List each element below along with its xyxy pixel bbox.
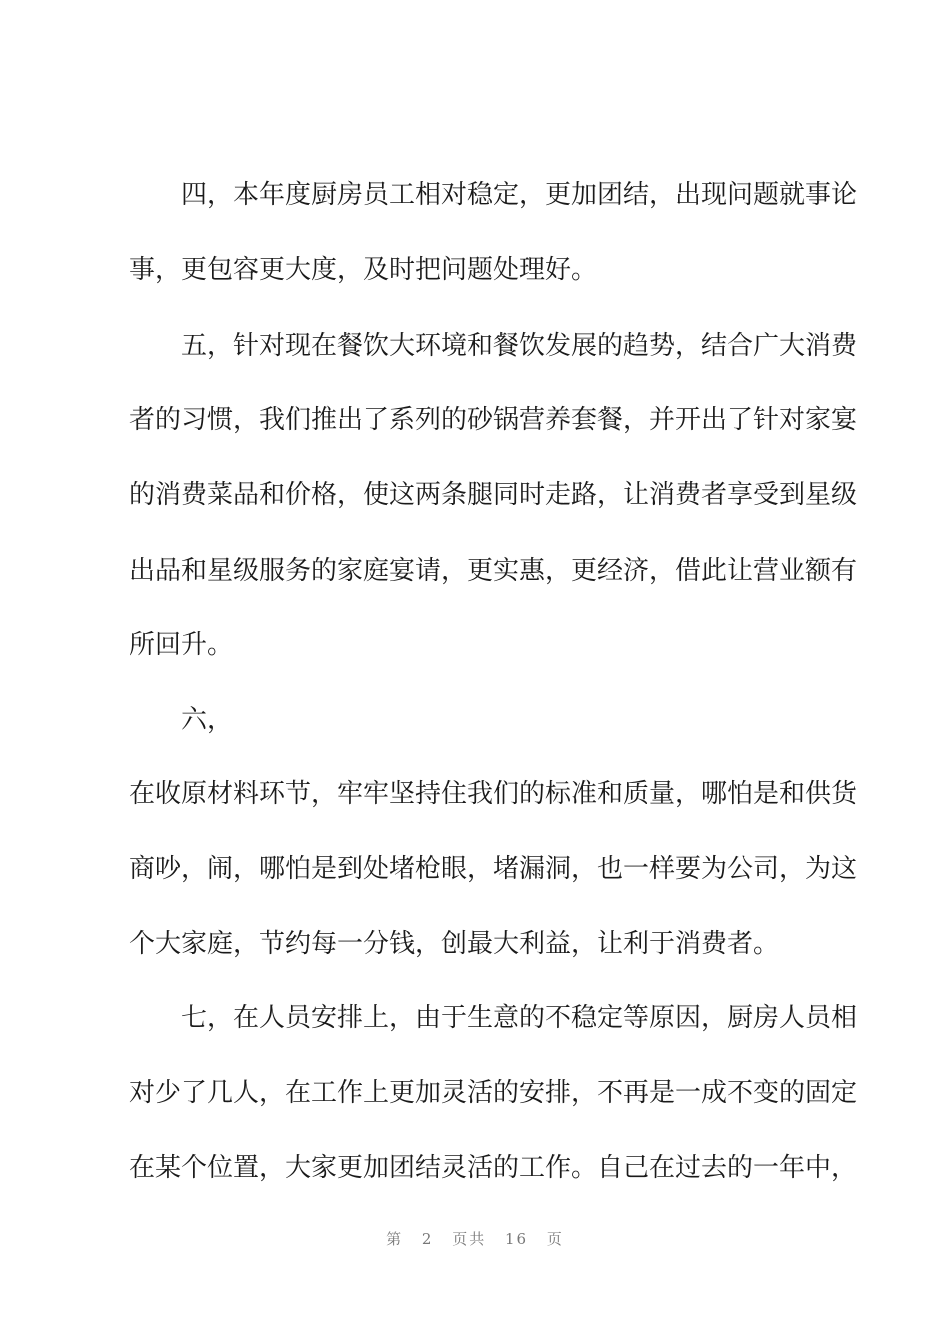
footer-prefix: 第 bbox=[386, 1230, 404, 1248]
paragraph-5-line-3: 的消费菜品和价格，使这两条腿同时走路，让消费者享受到星级 bbox=[129, 480, 858, 510]
paragraph-7-line-2: 对少了几人，在工作上更加灵活的安排，不再是一成不变的固定 bbox=[129, 1078, 858, 1108]
paragraph-6-line-1: 在收原材料环节，牢牢坚持住我们的标准和质量，哪怕是和供货 bbox=[129, 779, 858, 809]
page-footer bbox=[0, 1227, 950, 1251]
paragraph-5-line-4: 出品和星级服务的家庭宴请，更实惠，更经济，借此让营业额有 bbox=[129, 556, 858, 586]
paragraph-4-line-1: 四，本年度厨房员工相对稳定，更加团结，出现问题就事论 bbox=[181, 180, 858, 210]
paragraph-6-line-2: 商吵，闹，哪怕是到处堵枪眼，堵漏洞，也一样要为公司，为这 bbox=[129, 854, 858, 884]
paragraph-7-line-1: 七，在人员安排上，由于生意的不稳定等原因，厨房人员相 bbox=[181, 1003, 858, 1033]
footer-total-pages: 16 bbox=[505, 1230, 529, 1248]
paragraph-6-heading: 六， bbox=[181, 705, 234, 735]
footer-suffix: 页 bbox=[546, 1230, 564, 1248]
paragraph-7-line-3: 在某个位置，大家更加团结灵活的工作。自己在过去的一年中， bbox=[129, 1153, 858, 1183]
paragraph-5-line-5: 所回升。 bbox=[129, 630, 234, 660]
paragraph-4-line-2: 事，更包容更大度，及时把问题处理好。 bbox=[129, 255, 598, 285]
paragraph-5-line-1: 五，针对现在餐饮大环境和餐饮发展的趋势，结合广大消费 bbox=[181, 331, 858, 361]
footer-middle: 页共 bbox=[452, 1230, 487, 1248]
footer-current-page: 2 bbox=[421, 1230, 434, 1248]
paragraph-6-line-3: 个大家庭，节约每一分钱，创最大利益，让利于消费者。 bbox=[129, 929, 780, 959]
paragraph-5-line-2: 者的习惯，我们推出了系列的砂锅营养套餐，并开出了针对家宴 bbox=[129, 405, 858, 435]
